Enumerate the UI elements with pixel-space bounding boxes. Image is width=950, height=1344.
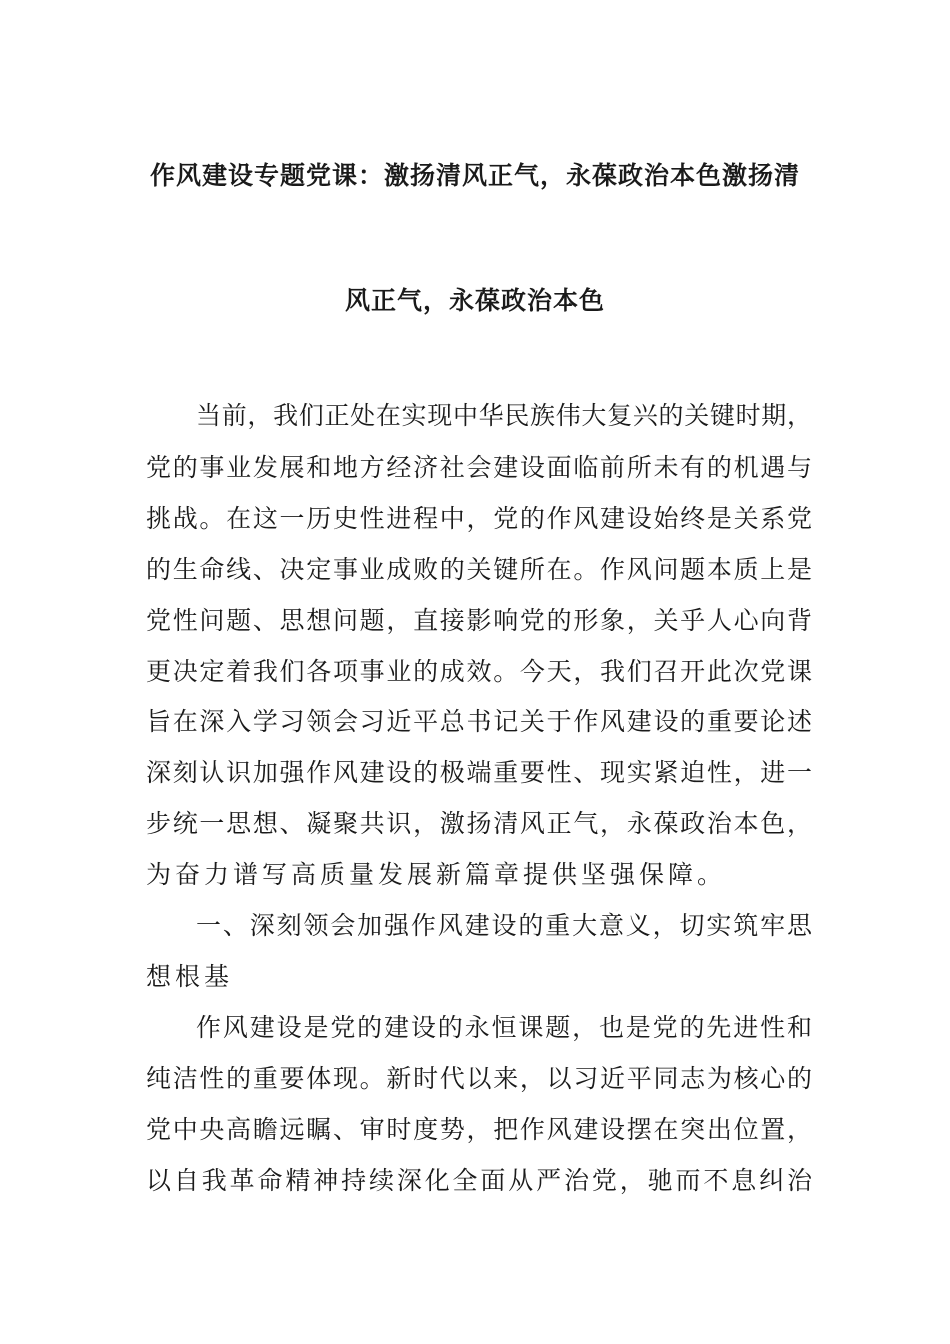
paragraph-line: 步统一思想、凝聚共识，激扬清风正气，永葆政治本色， xyxy=(146,809,812,838)
paragraph-line: 为奋力谱写高质量发展新篇章提供坚强保障。 xyxy=(146,860,727,889)
document-title-line-1: 作风建设专题党课：激扬清风正气，永葆政治本色激扬清 xyxy=(149,161,800,190)
paragraph-line: 挑战。在这一历史性进程中，党的作风建设始终是关系党 xyxy=(146,504,812,533)
paragraph-line: 深刻认识加强作风建设的极端重要性、现实紧迫性，进一 xyxy=(146,758,812,787)
paragraph-line: 作风建设是党的建设的永恒课题，也是党的先进性和 xyxy=(196,1013,812,1042)
document-title-line-2: 风正气，永葆政治本色 xyxy=(344,286,605,315)
paragraph-line: 旨在深入学习领会习近平总书记关于作风建设的重要论述 xyxy=(146,707,812,736)
paragraph-line: 党的事业发展和地方经济社会建设面临前所未有的机遇与 xyxy=(146,453,812,482)
paragraph-line: 的生命线、决定事业成败的关键所在。作风问题本质上是 xyxy=(146,555,812,584)
paragraph-line: 党中央高瞻远瞩、审时度势，把作风建设摆在突出位置， xyxy=(146,1115,812,1144)
paragraph-line: 纯洁性的重要体现。新时代以来，以习近平同志为核心的 xyxy=(146,1064,812,1093)
section-heading-line: 一、深刻领会加强作风建设的重大意义，切实筑牢思 xyxy=(196,911,812,940)
paragraph-line: 党性问题、思想问题，直接影响党的形象，关乎人心向背 xyxy=(146,606,812,635)
paragraph-line: 当前，我们正处在实现中华民族伟大复兴的关键时期， xyxy=(196,401,812,430)
paragraph-line: 以自我革命精神持续深化全面从严治党，驰而不息纠治 xyxy=(146,1166,812,1195)
section-heading-line: 想根基 xyxy=(146,962,234,991)
paragraph-line: 更决定着我们各项事业的成效。今天，我们召开此次党课 xyxy=(146,657,812,686)
